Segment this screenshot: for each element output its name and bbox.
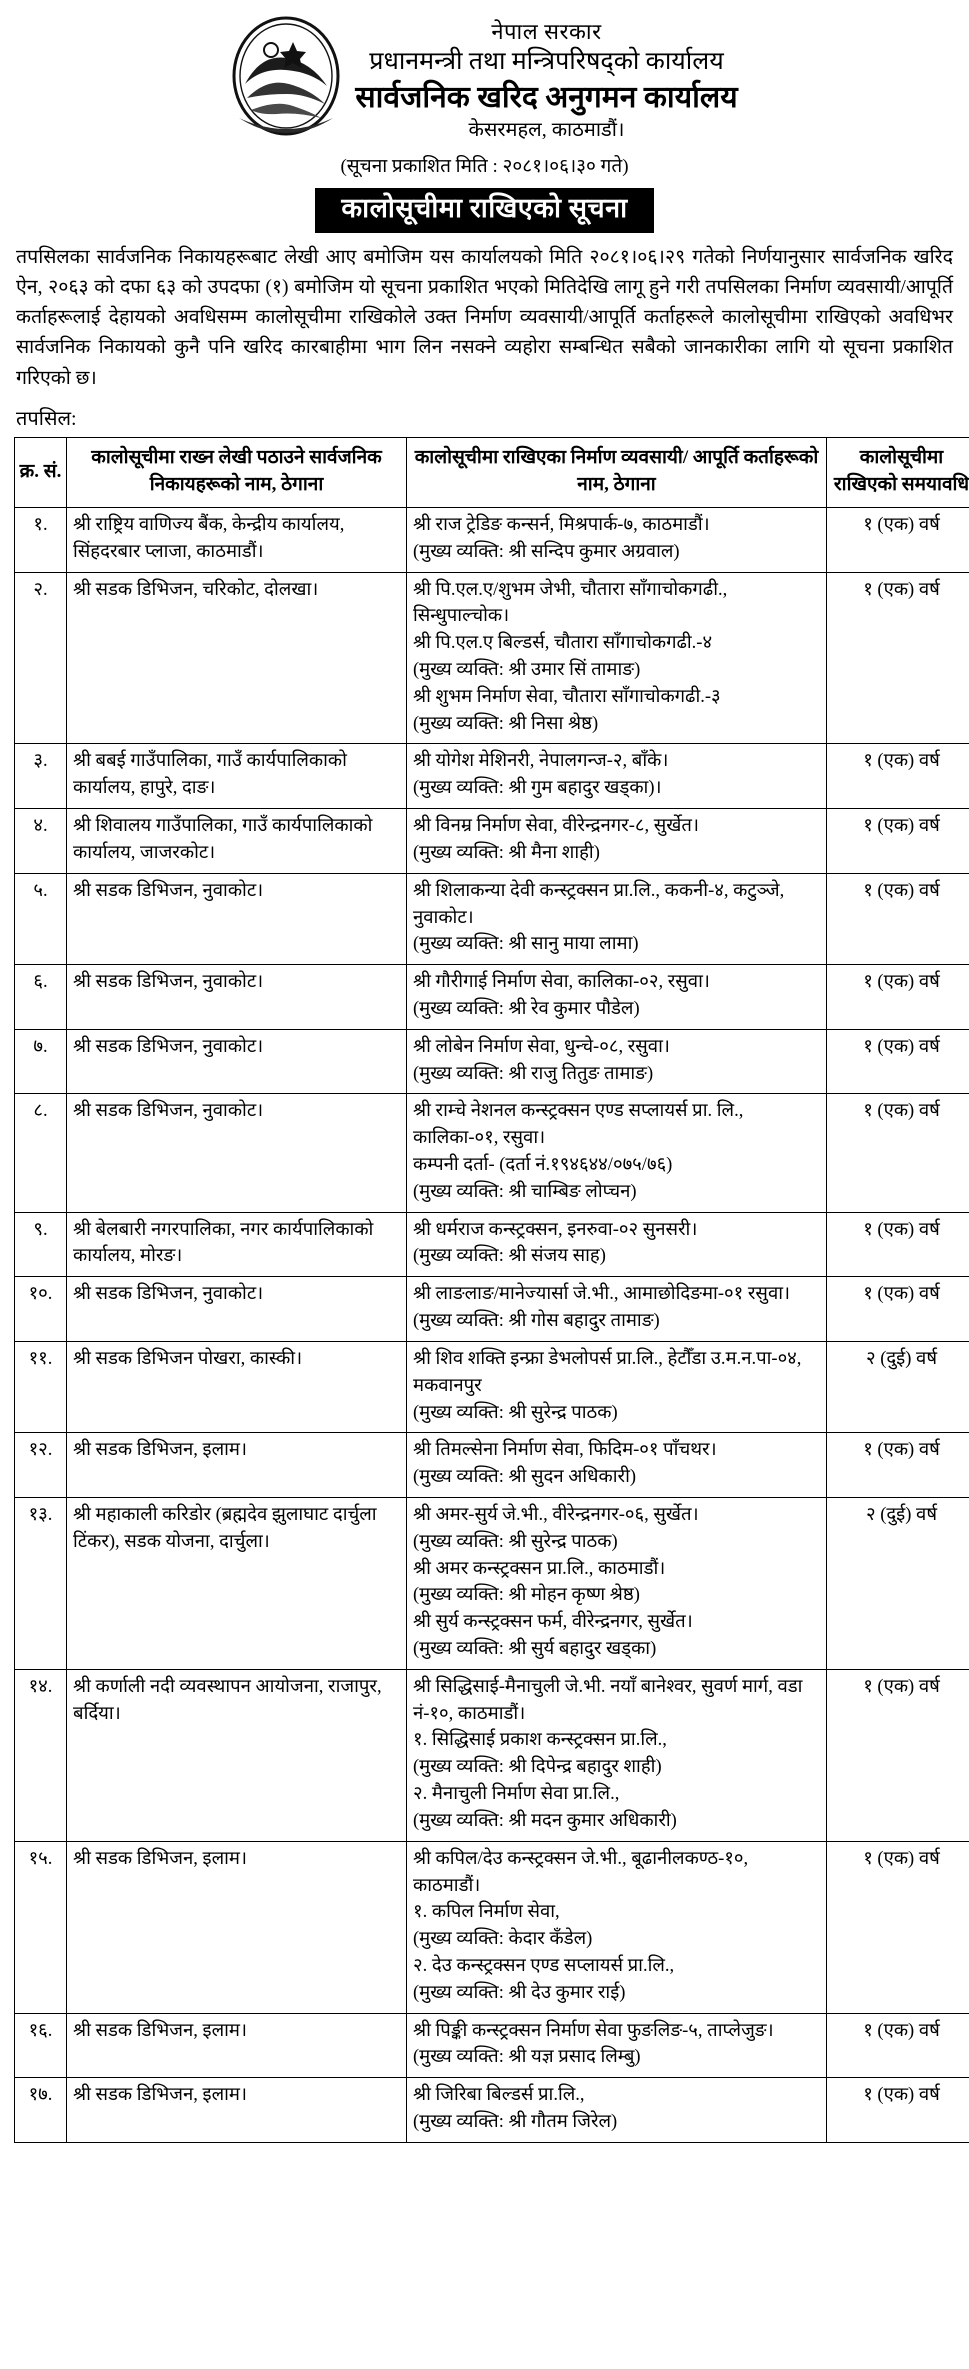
cell-period: १ (एक) वर्ष <box>827 744 969 809</box>
cell-contractor <box>407 507 827 572</box>
intro-paragraph: तपसिलका सार्वजनिक निकायहरूबाट लेखी आए बमोजिम यस कार्यालयको मिति २०८१।०६।२९ गतेको निर्णयानुसार सार्वजनिक खरिद ऐन, २०६३ को दफा ६३ को उपदफा (१) बमोजिम यो सूचना प्रकाशित भएको मितिदेखि लागू हुने गरी तपसिलका निर्माण व्यवसायी/आपूर्ति कर्ताहरूलाई देहायको अवधिसम्म कालोसूचीमा राखिकोले उक्त निर्माण व्यवसायी/आपूर्ति कर्ताहरूले कालोसूचीमा राखिएको अवधिभर सार्वजनिक निकायको कुनै पनि खरिद कारबाहीमा भाग लिन नसक्ने व्यहोरा सम्बन्धित सबैको जानकारीका लागि यो सूचना प्रकाशित गरिएको छ। <box>16 246 953 389</box>
col-header-contractor: कालोसूचीमा राखिएका निर्माण व्यवसायी/ आपूर्ति कर्ताहरूको नाम, ठेगाना <box>407 437 827 507</box>
cell-public-entity: श्री राष्ट्रिय वाणिज्य बैंक, केन्द्रीय कार्यालय, सिंहदरबार प्लाजा, काठमाडौं। <box>67 507 407 572</box>
office-name-pmo: प्रधानमन्त्री तथा मन्त्रिपरिषद्को कार्यालय <box>369 47 724 75</box>
banner-wrap <box>14 188 955 233</box>
cell-contractor <box>407 572 827 744</box>
cell-period: १ (एक) वर्ष <box>827 2013 969 2078</box>
table-row <box>15 1094 969 1212</box>
cell-sn: २. <box>15 572 67 744</box>
cell-contractor <box>407 809 827 874</box>
cell-period: १ (एक) वर्ष <box>827 1841 969 2013</box>
contractor-line: श्री धर्मराज कन्स्ट्रक्सन, इनरुवा-०२ सुनसरी। <box>413 1219 698 1240</box>
cell-contractor <box>407 1094 827 1212</box>
table-row <box>15 965 969 1030</box>
cell-contractor <box>407 873 827 964</box>
contractor-line: (मुख्य व्यक्ति: श्री सुदन अधिकारी) <box>413 1467 637 1488</box>
gov-name: नेपाल सरकार <box>491 19 602 44</box>
contractor-line: २. मैनाचुली निर्माण सेवा प्रा.लि., <box>413 1784 620 1805</box>
contractor-line: (मुख्य व्यक्ति: श्री उमार सिं तामाङ) <box>413 660 641 680</box>
contractor-line: (मुख्य व्यक्ति: श्री सानु माया लामा) <box>413 934 639 955</box>
contractor-line: (मुख्य व्यक्ति: श्री गौतम जिरेल) <box>413 2112 618 2132</box>
cell-public-entity: श्री बबई गाउँपालिका, गाउँ कार्यपालिकाको कार्यालय, हापुरे, दाङ। <box>67 744 407 809</box>
contractor-line: (मुख्य व्यक्ति: श्री निसा श्रेष्ठ) <box>413 713 599 734</box>
table-row <box>15 2013 969 2078</box>
table-row <box>15 2078 969 2143</box>
cell-period: १ (एक) वर्ष <box>827 1212 969 1277</box>
contractor-line: कम्पनी दर्ता- (दर्ता नं.१९४६४४/०७५/७६) <box>413 1155 673 1175</box>
contractor-line: (मुख्य व्यक्ति: श्री सुर्य बहादुर खड्का) <box>413 1639 657 1659</box>
cell-public-entity: श्री सडक डिभिजन, नुवाकोट। <box>67 873 407 964</box>
table-row <box>15 1277 969 1342</box>
contractor-line: (मुख्य व्यक्ति: श्री मदन कुमार अधिकारी) <box>413 1810 677 1831</box>
nepal-government-emblem-icon <box>231 14 341 144</box>
col-header-public-entity: कालोसूचीमा राख्न लेखी पठाउने सार्वजनिक निकायहरूको नाम, ठेगाना <box>67 437 407 507</box>
tapsil-label: तपसिल: <box>16 407 77 430</box>
cell-contractor <box>407 1277 827 1342</box>
cell-public-entity: श्री शिवालय गाउँपालिका, गाउँ कार्यपालिकाको कार्यालय, जाजरकोट। <box>67 809 407 874</box>
contractor-line: (मुख्य व्यक्ति: श्री संजय साह) <box>413 1246 606 1267</box>
contractor-line: श्री पिङ्की कन्स्ट्रक्सन निर्माण सेवा फुङलिङ-५, ताप्लेजुङ। <box>413 2020 774 2041</box>
cell-period: १ (एक) वर्ष <box>827 1433 969 1498</box>
table-row <box>15 572 969 744</box>
contractor-line: श्री पि.एल.ए/शुभम जेभी, चौतारा साँगाचोकगढी., सिन्धुपाल्चोक। <box>413 579 728 627</box>
cell-period: १ (एक) वर्ष <box>827 873 969 964</box>
contractor-line: श्री गौरीगाई निर्माण सेवा, कालिका-०२, रसुवा। <box>413 972 710 993</box>
contractor-line: १. कपिल निर्माण सेवा, <box>413 1902 560 1923</box>
table-row <box>15 1212 969 1277</box>
contractor-line: श्री लाङलाङ/मानेज्यार्सा जे.भी., आमाछोदिङमा-०१ रसुवा। <box>413 1284 791 1305</box>
col-header-period: कालोसूचीमा राखिएको समयावधि <box>827 437 969 507</box>
table-row <box>15 1841 969 2013</box>
cell-sn: १३. <box>15 1497 67 1669</box>
cell-sn: ४. <box>15 809 67 874</box>
cell-public-entity: श्री सडक डिभिजन, नुवाकोट। <box>67 1029 407 1094</box>
cell-period: १ (एक) वर्ष <box>827 572 969 744</box>
cell-contractor <box>407 2078 827 2143</box>
contractor-line: श्री राम्चे नेशनल कन्स्ट्रक्सन एण्ड सप्लायर्स प्रा. लि., कालिका-०१, रसुवा। <box>413 1101 744 1149</box>
table-row <box>15 507 969 572</box>
col-header-sn: क्र. सं. <box>15 437 67 507</box>
cell-contractor <box>407 1669 827 1841</box>
contractor-line: (मुख्य व्यक्ति: श्री चाम्बिङ लोप्चन) <box>413 1181 637 1202</box>
cell-period: १ (एक) वर्ष <box>827 2078 969 2143</box>
contractor-line: श्री लोबेन निर्माण सेवा, धुन्चे-०८, रसुवा। <box>413 1036 670 1057</box>
contractor-line: (मुख्य व्यक्ति: श्री सन्दिप कुमार अग्रवाल) <box>413 541 680 562</box>
contractor-line: श्री पि.एल.ए बिल्डर्स, चौतारा साँगाचोकगढी.-४ <box>413 633 713 654</box>
cell-period: १ (एक) वर्ष <box>827 965 969 1030</box>
office-address: केसरमहल, काठमाडौं। <box>468 119 625 141</box>
cell-sn: १६. <box>15 2013 67 2078</box>
contractor-line: (मुख्य व्यक्ति: श्री सुरेन्द्र पाठक) <box>413 1531 618 1552</box>
contractor-line: श्री शिलाकन्या देवी कन्स्ट्रक्सन प्रा.लि., ककनी-४, कटुञ्जे, नुवाकोट। <box>413 880 785 928</box>
publish-date: (सूचना प्रकाशित मिति : २०८१।०६।३० गते) <box>340 156 629 177</box>
table-row <box>15 1433 969 1498</box>
contractor-line: श्री अमर-सुर्य जे.भी., वीरेन्द्रनगर-०६, सुर्खेत। <box>413 1504 699 1525</box>
contractor-line: (मुख्य व्यक्ति: श्री दिपेन्द्र बहादुर शाही) <box>413 1757 662 1778</box>
contractor-line: श्री सिद्धिसाई-मैनाचुली जे.भी. नयाँ बानेश्वर, सुवर्ण मार्ग, वडा नं-१०, काठमाडौं। <box>413 1676 803 1724</box>
cell-contractor <box>407 965 827 1030</box>
cell-sn: ८. <box>15 1094 67 1212</box>
cell-sn: ९. <box>15 1212 67 1277</box>
cell-sn: ३. <box>15 744 67 809</box>
contractor-line: (मुख्य व्यक्ति: श्री गुम बहादुर खड्का)। <box>413 778 662 799</box>
cell-period: १ (एक) वर्ष <box>827 809 969 874</box>
contractor-line: श्री सुर्य कन्स्ट्रक्सन फर्म, वीरेन्द्रनगर, सुर्खेत। <box>413 1612 693 1633</box>
blacklist-table <box>14 437 969 2143</box>
table-row <box>15 1497 969 1669</box>
contractor-line: (मुख्य व्यक्ति: श्री देउ कुमार राई) <box>413 1982 626 2003</box>
contractor-line: (मुख्य व्यक्ति: श्री राजु तितुङ तामाङ) <box>413 1063 654 1084</box>
cell-public-entity: श्री सडक डिभिजन, नुवाकोट। <box>67 1277 407 1342</box>
cell-sn: ७. <box>15 1029 67 1094</box>
contractor-line: श्री जिरिबा बिल्डर्स प्रा.लि., <box>413 2085 585 2106</box>
table-row <box>15 1341 969 1432</box>
cell-contractor <box>407 1433 827 1498</box>
table-row <box>15 1669 969 1841</box>
cell-period: १ (एक) वर्ष <box>827 1094 969 1212</box>
cell-public-entity: श्री सडक डिभिजन, इलाम। <box>67 2013 407 2078</box>
cell-sn: ६. <box>15 965 67 1030</box>
cell-sn: ५. <box>15 873 67 964</box>
contractor-line: श्री शिव शक्ति इन्फ्रा डेभलोपर्स प्रा.लि., हेटौँडा उ.म.न.पा-०४, मकवानपुर <box>413 1348 802 1396</box>
cell-public-entity: श्री महाकाली करिडोर (ब्रह्मदेव झुलाघाट दार्चुला टिंकर), सडक योजना, दार्चुला। <box>67 1497 407 1669</box>
cell-period: २ (दुई) वर्ष <box>827 1341 969 1432</box>
cell-public-entity: श्री सडक डिभिजन, नुवाकोट। <box>67 965 407 1030</box>
contractor-line: श्री शुभम निर्माण सेवा, चौतारा साँगाचोकगढी.-३ <box>413 686 721 707</box>
table-row <box>15 1029 969 1094</box>
contractor-line: (मुख्य व्यक्ति: श्री गोस बहादुर तामाङ) <box>413 1311 660 1332</box>
cell-public-entity: श्री सडक डिभिजन, नुवाकोट। <box>67 1094 407 1212</box>
document-header <box>14 10 955 146</box>
cell-period: १ (एक) वर्ष <box>827 1277 969 1342</box>
cell-sn: ११. <box>15 1341 67 1432</box>
cell-contractor <box>407 1029 827 1094</box>
contractor-line: (मुख्य व्यक्ति: श्री मैना शाही) <box>413 842 600 863</box>
table-header-row <box>15 437 969 507</box>
cell-public-entity: श्री बेलबारी नगरपालिका, नगर कार्यपालिकाको कार्यालय, मोरङ। <box>67 1212 407 1277</box>
cell-public-entity: श्री सडक डिभिजन, इलाम। <box>67 1433 407 1498</box>
contractor-line: श्री कपिल/देउ कन्स्ट्रक्सन जे.भी., बूढानीलकण्ठ-१०, काठमाडौं। <box>413 1848 749 1896</box>
contractor-line: (मुख्य व्यक्ति: श्री यज्ञ प्रसाद लिम्बु) <box>413 2047 641 2068</box>
table-body <box>15 507 969 2142</box>
cell-sn: १५. <box>15 1841 67 2013</box>
contractor-line: १. सिद्धिसाई प्रकाश कन्स्ट्रक्सन प्रा.लि., <box>413 1730 667 1751</box>
table-row <box>15 744 969 809</box>
contractor-line: श्री अमर कन्स्ट्रक्सन प्रा.लि., काठमाडौं। <box>413 1558 666 1579</box>
cell-sn: १. <box>15 507 67 572</box>
cell-contractor <box>407 1841 827 2013</box>
contractor-line: २. देउ कन्स्ट्रक्सन एण्ड सप्लायर्स प्रा.लि., <box>413 1955 675 1976</box>
cell-contractor <box>407 2013 827 2078</box>
header-text-block <box>355 14 737 144</box>
cell-sn: १०. <box>15 1277 67 1342</box>
contractor-line: (मुख्य व्यक्ति: श्री सुरेन्द्र पाठक) <box>413 1402 618 1423</box>
cell-public-entity: श्री सडक डिभिजन, चरिकोट, दोलखा। <box>67 572 407 744</box>
cell-contractor <box>407 744 827 809</box>
cell-contractor <box>407 1341 827 1432</box>
cell-period: १ (एक) वर्ष <box>827 1029 969 1094</box>
cell-contractor <box>407 1212 827 1277</box>
contractor-line: (मुख्य व्यक्ति: केदार कँडेल) <box>413 1929 593 1950</box>
cell-sn: १७. <box>15 2078 67 2143</box>
contractor-line: (मुख्य व्यक्ति: श्री मोहन कृष्ण श्रेष्ठ) <box>413 1585 640 1606</box>
cell-period: १ (एक) वर्ष <box>827 507 969 572</box>
cell-public-entity: श्री सडक डिभिजन, इलाम। <box>67 2078 407 2143</box>
contractor-line: श्री योगेश मेशिनरी, नेपालगन्ज-२, बाँके। <box>413 751 669 772</box>
cell-public-entity: श्री कर्णाली नदी व्यवस्थापन आयोजना, राजापुर, बर्दिया। <box>67 1669 407 1841</box>
cell-public-entity: श्री सडक डिभिजन, इलाम। <box>67 1841 407 2013</box>
cell-contractor <box>407 1497 827 1669</box>
office-name-ppmo: सार्वजनिक खरिद अनुगमन कार्यालय <box>355 81 738 114</box>
contractor-line: श्री विनम्र निर्माण सेवा, वीरेन्द्रनगर-८, सुर्खेत। <box>413 816 699 837</box>
contractor-line: श्री राज ट्रेडिङ कन्सर्न, मिश्रपार्क-७, काठमाडौं। <box>413 514 710 535</box>
cell-sn: १४. <box>15 1669 67 1841</box>
contractor-line: (मुख्य व्यक्ति: श्री रेव कुमार पौडेल) <box>413 998 640 1019</box>
table-row <box>15 873 969 964</box>
cell-period: १ (एक) वर्ष <box>827 1669 969 1841</box>
notice-title-banner: कालोसूचीमा राखिएको सूचना <box>315 188 653 233</box>
cell-period: २ (दुई) वर्ष <box>827 1497 969 1669</box>
contractor-line: श्री तिमल्सेना निर्माण सेवा, फिदिम-०१ पाँचथर। <box>413 1440 717 1461</box>
cell-public-entity: श्री सडक डिभिजन पोखरा, कास्की। <box>67 1341 407 1432</box>
cell-sn: १२. <box>15 1433 67 1498</box>
table-row <box>15 809 969 874</box>
